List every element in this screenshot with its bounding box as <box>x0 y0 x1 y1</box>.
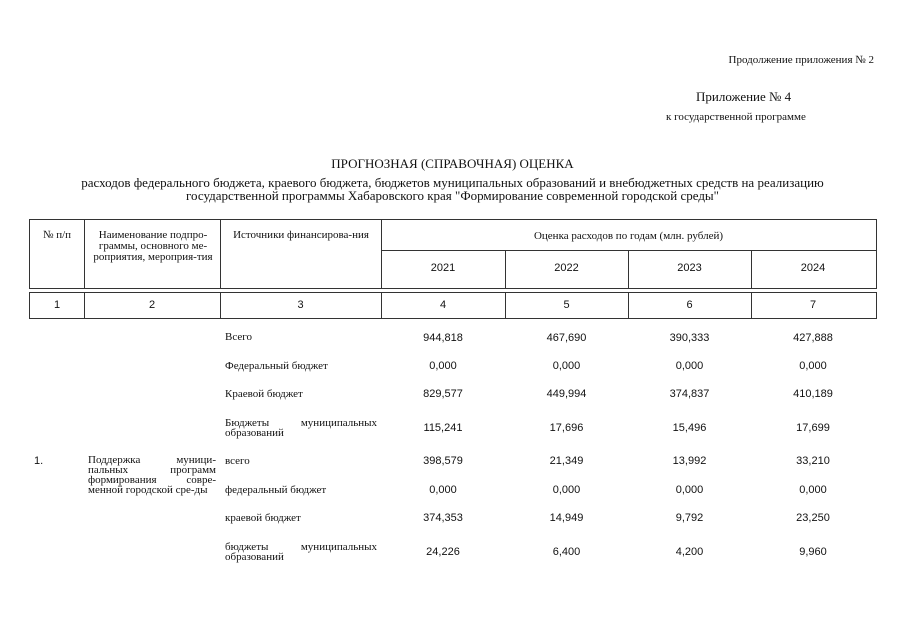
table-cell: 0,000 <box>675 484 704 496</box>
table-cell: 449,994 <box>546 388 587 400</box>
table-cell: 944,818 <box>423 332 463 344</box>
table-cell: 0,000 <box>675 360 704 372</box>
header-year: 2023 <box>677 262 702 274</box>
table-header <box>29 219 877 289</box>
continuation-note: Продолжение приложения № 2 <box>728 54 874 66</box>
table-cell: 24,226 <box>426 546 460 558</box>
header-num: № п/п <box>42 229 72 241</box>
table-cell: 398,579 <box>423 455 463 467</box>
table-cell: 15,496 <box>672 422 707 434</box>
source-label: Бюджеты муниципальных образований <box>225 417 377 439</box>
table-cell: 14,949 <box>549 512 584 524</box>
table-cell: 33,210 <box>796 455 830 467</box>
source-label: Федеральный бюджет <box>225 360 328 372</box>
table-cell: 17,699 <box>796 422 830 434</box>
document-subtitle: расходов федерального бюджета, краевого бюджета, бюджетов муниципальных образований и внебюджетных средств на реализацию государственной программы Хабаровского края "Формирование современной городской среды" <box>81 175 824 203</box>
table-cell: 115,241 <box>423 422 463 434</box>
table-cell: 4,200 <box>675 546 704 558</box>
table-cell: 17,696 <box>549 422 584 434</box>
column-number: 6 <box>686 299 693 311</box>
table-cell: 9,792 <box>675 512 704 524</box>
column-number: 4 <box>439 299 447 311</box>
table-cell: 829,577 <box>423 388 463 400</box>
source-label: федеральный бюджет <box>225 484 327 496</box>
table-cell: 0,000 <box>429 360 457 372</box>
column-number: 2 <box>148 299 156 311</box>
table-cell: 23,250 <box>796 512 830 524</box>
source-label: всего <box>225 455 250 467</box>
table-cell: 390,333 <box>669 332 710 344</box>
column-number: 5 <box>563 299 570 311</box>
column-number: 1 <box>53 299 61 311</box>
table-cell: 427,888 <box>793 332 833 344</box>
header-source: Источники финансирова-ния <box>233 229 369 241</box>
source-label: бюджеты муниципальных образований <box>225 541 377 563</box>
table-cell: 6,400 <box>552 546 581 558</box>
table-cell: 0,000 <box>429 484 457 496</box>
row-number: 1. <box>34 455 44 467</box>
table-cell: 0,000 <box>552 360 581 372</box>
table-cell: 9,960 <box>799 546 827 558</box>
header-year: 2021 <box>430 262 456 274</box>
table-cell: 410,189 <box>793 388 833 400</box>
table-cell: 21,349 <box>549 455 584 467</box>
table-cell: 13,992 <box>672 455 707 467</box>
table-cell: 374,353 <box>423 512 463 524</box>
appendix-subtitle: к государственной программе <box>666 111 806 123</box>
column-number: 3 <box>297 299 304 311</box>
appendix-title: Приложение № 4 <box>696 89 792 104</box>
table-cell: 0,000 <box>552 484 581 496</box>
header-year: 2024 <box>800 262 826 274</box>
table-cell: 467,690 <box>546 332 587 344</box>
table-cell: 0,000 <box>799 360 827 372</box>
source-label: краевой бюджет <box>225 512 301 524</box>
header-year: 2022 <box>554 262 579 274</box>
source-label: Краевой бюджет <box>225 388 303 400</box>
table-cell: 0,000 <box>799 484 827 496</box>
column-number: 7 <box>809 299 817 311</box>
column-number-row <box>29 292 877 319</box>
header-name: Наименование подпро-граммы, основного ме-роприятия, мероприя-тия <box>93 229 213 263</box>
document-title: ПРОГНОЗНАЯ (СПРАВОЧНАЯ) ОЦЕНКА <box>331 156 574 171</box>
source-label: Всего <box>225 331 252 343</box>
table-cell: 374,837 <box>669 388 710 400</box>
header-estimate: Оценка расходов по годам (млн. рублей) <box>533 230 724 242</box>
program-name: Поддержка муници-пальных программ формирования совре-менной городской сре-ды <box>88 454 216 496</box>
